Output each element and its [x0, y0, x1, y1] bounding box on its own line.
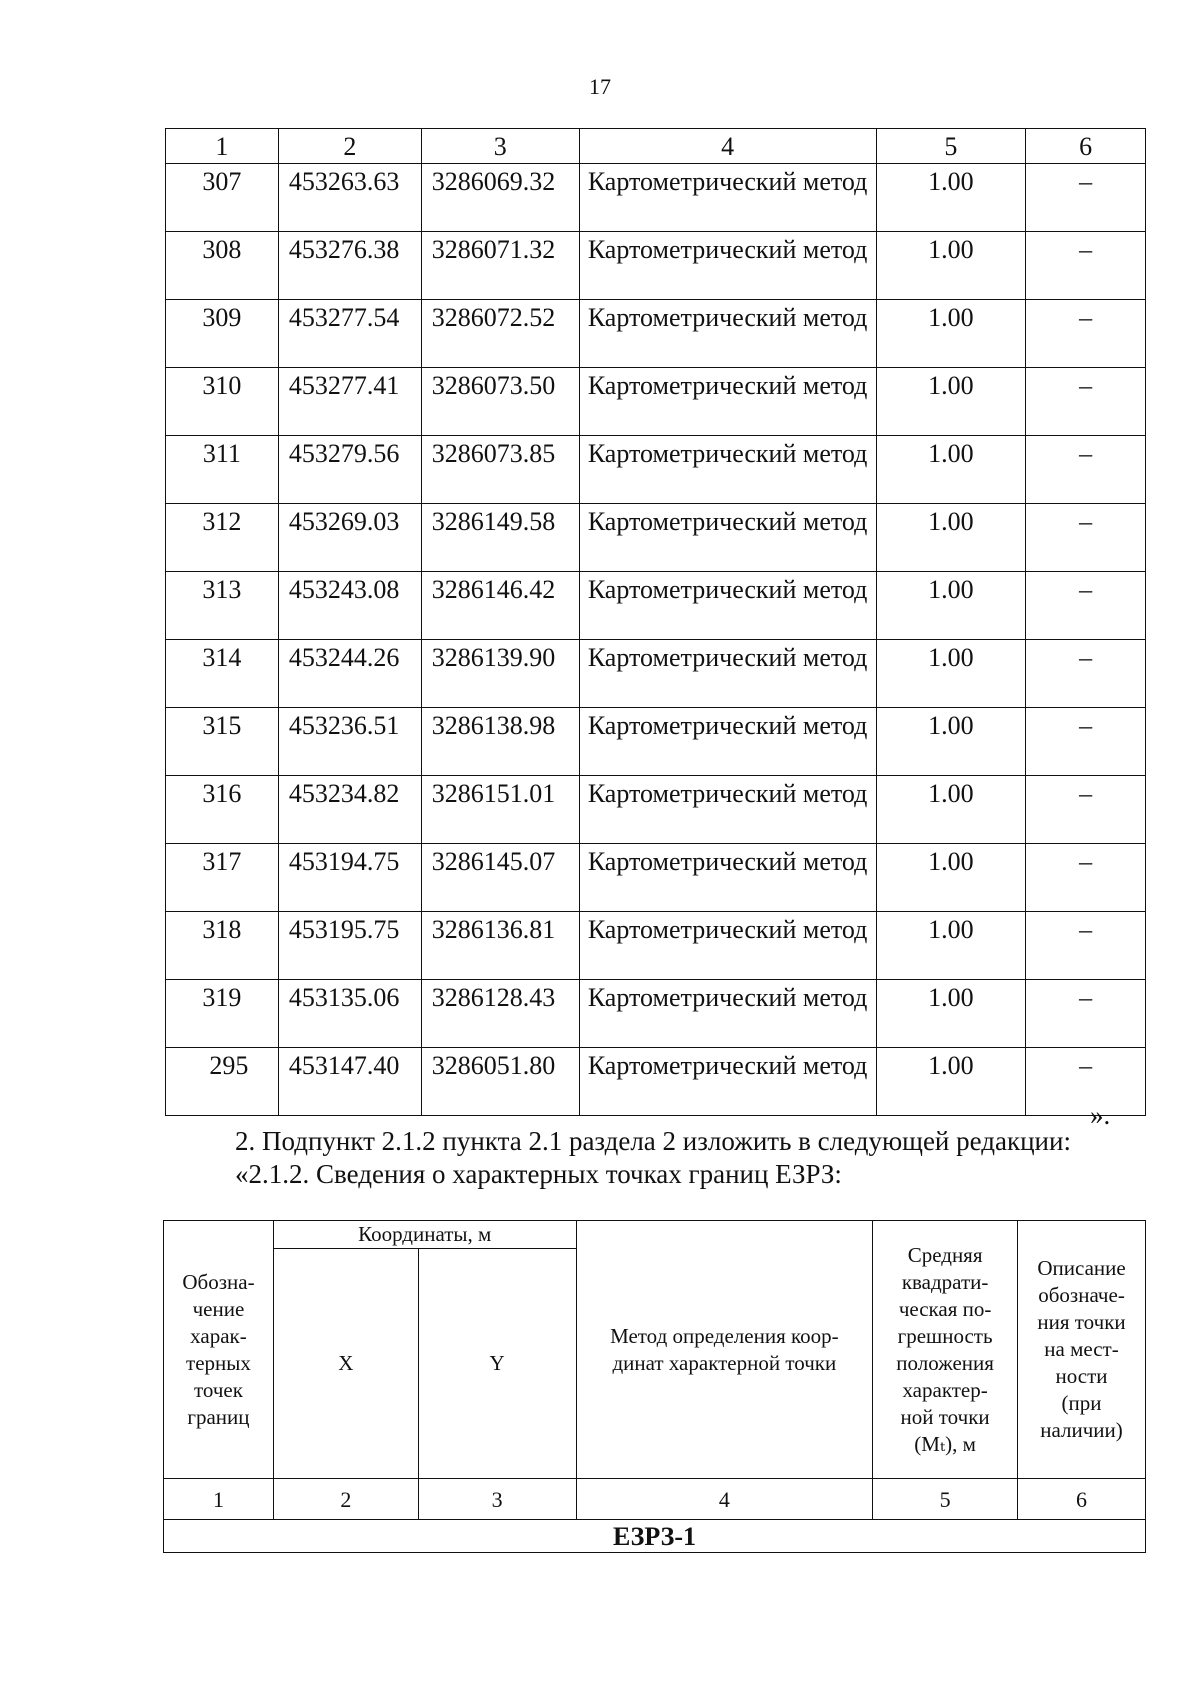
header-point-designation: Обозна- чение харак- терных точек границ	[164, 1221, 274, 1479]
column-number: 1	[164, 1479, 274, 1520]
table-row	[166, 708, 1146, 776]
point-number: 313	[166, 572, 279, 640]
point-number: 307	[166, 164, 279, 232]
coord-y: 3286146.42	[421, 572, 579, 640]
description: –	[1026, 368, 1146, 436]
coord-y: 3286151.01	[421, 776, 579, 844]
mean-square-error: 1.00	[876, 572, 1026, 640]
header-point-description: Описание обозначе- ния точки на мест- ности (при наличии)	[1018, 1221, 1146, 1479]
table-row	[166, 436, 1146, 504]
description: –	[1026, 776, 1146, 844]
coord-x: 453276.38	[278, 232, 421, 300]
coord-x: 453236.51	[278, 708, 421, 776]
characteristic-points-table	[163, 1220, 1146, 1553]
description: –	[1026, 300, 1146, 368]
coord-y: 3286071.32	[421, 232, 579, 300]
zone-label: ЕЗРЗ-1	[164, 1520, 1146, 1553]
point-number: 318	[166, 912, 279, 980]
header-mean-square-error: Средняя квадрати- ческая по- грешность положения характер- ной точки (Mₜ), м	[873, 1221, 1018, 1479]
header-coordinates: Координаты, м	[273, 1221, 576, 1249]
column-number: 3	[418, 1479, 576, 1520]
page-number: 17	[589, 74, 611, 99]
point-number: 316	[166, 776, 279, 844]
description: –	[1026, 572, 1146, 640]
table-row	[166, 572, 1146, 640]
mean-square-error: 1.00	[876, 1048, 1026, 1116]
coord-y: 3286145.07	[421, 844, 579, 912]
method: Картометрический метод	[579, 980, 876, 1048]
method: Картометрический метод	[579, 844, 876, 912]
point-number: 295	[166, 1048, 279, 1116]
table-row	[166, 980, 1146, 1048]
coord-y: 3286072.52	[421, 300, 579, 368]
column-number: 4	[579, 129, 876, 164]
table-row	[166, 640, 1146, 708]
column-number: 2	[273, 1479, 418, 1520]
amendment-paragraph: 2. Подпункт 2.1.2 пункта 2.1 раздела 2 изложить в следующей редакции:	[235, 1126, 1071, 1156]
point-number: 309	[166, 300, 279, 368]
coord-x: 453135.06	[278, 980, 421, 1048]
coord-y: 3286073.85	[421, 436, 579, 504]
description: –	[1026, 980, 1146, 1048]
mean-square-error: 1.00	[876, 844, 1026, 912]
description: –	[1026, 436, 1146, 504]
method: Картометрический метод	[579, 436, 876, 504]
table-row	[166, 164, 1146, 232]
section-heading-paragraph: «2.1.2. Сведения о характерных точках границ ЕЗРЗ:	[235, 1159, 842, 1189]
column-number: 5	[876, 129, 1026, 164]
coord-y: 3286136.81	[421, 912, 579, 980]
method: Картометрический метод	[579, 164, 876, 232]
method: Картометрический метод	[579, 640, 876, 708]
coord-x: 453277.54	[278, 300, 421, 368]
column-number: 4	[576, 1479, 873, 1520]
column-number: 2	[278, 129, 421, 164]
description: –	[1026, 1048, 1146, 1116]
method: Картометрический метод	[579, 504, 876, 572]
table-row	[166, 504, 1146, 572]
mean-square-error: 1.00	[876, 436, 1026, 504]
mean-square-error: 1.00	[876, 708, 1026, 776]
point-number: 314	[166, 640, 279, 708]
description: –	[1026, 504, 1146, 572]
description: –	[1026, 640, 1146, 708]
method: Картометрический метод	[579, 232, 876, 300]
coord-x: 453194.75	[278, 844, 421, 912]
header-x: X	[273, 1249, 418, 1479]
coord-y: 3286069.32	[421, 164, 579, 232]
point-number: 312	[166, 504, 279, 572]
point-number: 308	[166, 232, 279, 300]
coord-x: 453147.40	[278, 1048, 421, 1116]
column-number: 6	[1018, 1479, 1146, 1520]
mean-square-error: 1.00	[876, 980, 1026, 1048]
table-row	[166, 232, 1146, 300]
method: Картометрический метод	[579, 300, 876, 368]
table-row	[166, 776, 1146, 844]
table-row	[166, 368, 1146, 436]
table-row	[166, 1048, 1146, 1116]
coord-y: 3286073.50	[421, 368, 579, 436]
table-row	[166, 844, 1146, 912]
method: Картометрический метод	[579, 776, 876, 844]
column-number: 6	[1026, 129, 1146, 164]
coord-y: 3286128.43	[421, 980, 579, 1048]
mean-square-error: 1.00	[876, 912, 1026, 980]
description: –	[1026, 844, 1146, 912]
column-number: 1	[166, 129, 279, 164]
table-row	[166, 912, 1146, 980]
header-y: Y	[418, 1249, 576, 1479]
coord-y: 3286139.90	[421, 640, 579, 708]
coord-y: 3286149.58	[421, 504, 579, 572]
description: –	[1026, 912, 1146, 980]
method: Картометрический метод	[579, 368, 876, 436]
method: Картометрический метод	[579, 1048, 876, 1116]
coord-x: 453269.03	[278, 504, 421, 572]
closing-quote: ».	[1090, 1100, 1111, 1130]
point-number: 315	[166, 708, 279, 776]
description: –	[1026, 708, 1146, 776]
method: Картометрический метод	[579, 912, 876, 980]
point-number: 317	[166, 844, 279, 912]
mean-square-error: 1.00	[876, 776, 1026, 844]
column-number: 5	[873, 1479, 1018, 1520]
coord-x: 453263.63	[278, 164, 421, 232]
coordinates-table-continued	[165, 128, 1146, 1116]
mean-square-error: 1.00	[876, 504, 1026, 572]
coord-x: 453244.26	[278, 640, 421, 708]
mean-square-error: 1.00	[876, 164, 1026, 232]
coord-x: 453195.75	[278, 912, 421, 980]
mean-square-error: 1.00	[876, 640, 1026, 708]
table-row	[166, 300, 1146, 368]
description: –	[1026, 164, 1146, 232]
mean-square-error: 1.00	[876, 368, 1026, 436]
coord-x: 453243.08	[278, 572, 421, 640]
coord-x: 453279.56	[278, 436, 421, 504]
header-method: Метод определения коор- динат характерной точки	[576, 1221, 873, 1479]
coord-y: 3286051.80	[421, 1048, 579, 1116]
point-number: 319	[166, 980, 279, 1048]
coord-y: 3286138.98	[421, 708, 579, 776]
method: Картометрический метод	[579, 572, 876, 640]
mean-square-error: 1.00	[876, 300, 1026, 368]
mean-square-error: 1.00	[876, 232, 1026, 300]
description: –	[1026, 232, 1146, 300]
coord-x: 453277.41	[278, 368, 421, 436]
coord-x: 453234.82	[278, 776, 421, 844]
point-number: 310	[166, 368, 279, 436]
column-number: 3	[421, 129, 579, 164]
method: Картометрический метод	[579, 708, 876, 776]
point-number: 311	[166, 436, 279, 504]
